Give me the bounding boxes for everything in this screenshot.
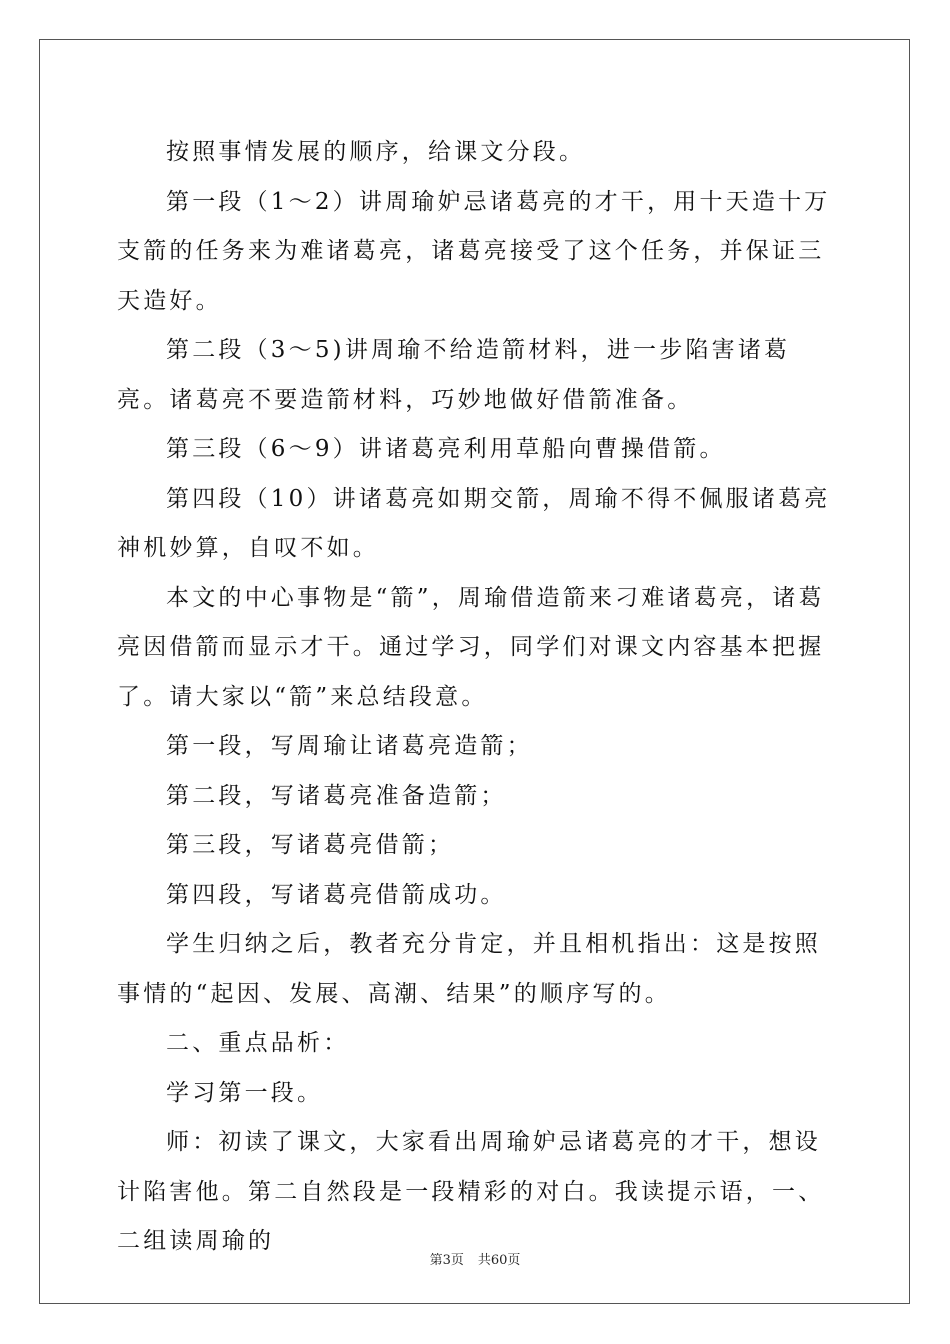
paragraph: 第三段，写诸葛亮借箭； bbox=[166, 832, 455, 858]
paragraph: 第四段（10）讲诸葛亮如期交箭，周瑜不得不佩服诸葛亮神机妙算，自叹不如。 bbox=[117, 485, 831, 561]
paragraph: 第二段，写诸葛亮准备造箭； bbox=[166, 782, 507, 809]
section-heading: 二、重点品析： bbox=[166, 1030, 350, 1056]
paragraph: 第二段（3～5)讲周瑜不给造箭材料，进一步陷害诸葛亮。诸葛亮不要造箭材料，巧妙地做好借箭准备。 bbox=[117, 337, 791, 413]
paragraph: 第三段（6～9）讲诸葛亮利用草船向曹操借箭。 bbox=[166, 436, 726, 462]
paragraph: 第四段，写诸葛亮借箭成功。 bbox=[166, 881, 507, 908]
page-number: 第3页 bbox=[429, 1253, 464, 1268]
paragraph: 学习第一段。 bbox=[166, 1079, 324, 1106]
paragraph: 本文的中心事物是“箭”，周瑜借造箭来刁难诸葛亮，诸葛亮因借箭而显示才干。通过学习，同学们对课文内容基本把握了。请大家以“箭”来总结段意。 bbox=[117, 584, 825, 710]
paragraph: 学生归纳之后，教者充分肯定，并且相机指出：这是按照事情的“起因、发展、高潮、结果”的顺序写的。 bbox=[117, 931, 821, 1007]
paragraph: 第一段，写周瑜让诸葛亮造箭； bbox=[166, 733, 533, 759]
paragraph: 按照事情发展的顺序，给课文分段。 bbox=[166, 139, 586, 165]
page-footer bbox=[0, 1249, 950, 1268]
document-body bbox=[117, 128, 833, 1267]
page-total: 共60页 bbox=[477, 1253, 521, 1268]
paragraph: 师：初读了课文，大家看出周瑜妒忌诸葛亮的才干，想设计陷害他。第二自然段是一段精彩的对白。我读提示语，一、二组读周瑜的 bbox=[117, 1129, 825, 1254]
paragraph: 第一段（1～2）讲周瑜妒忌诸葛亮的才干，用十天造十万支箭的任务来为难诸葛亮，诸葛亮接受了这个任务，并保证三天造好。 bbox=[117, 188, 831, 314]
